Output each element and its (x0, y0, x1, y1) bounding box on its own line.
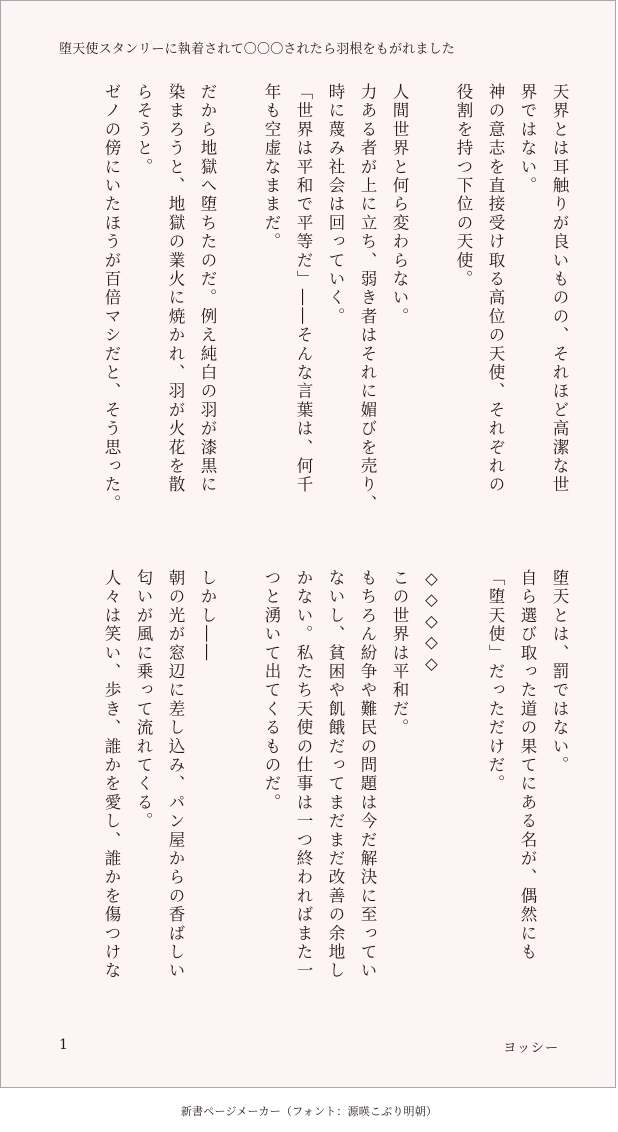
lower-text-block: 堕天とは、罰ではない。 自ら選び取った道の果てにある名が、偶然にも 「堕天使」だっただけだ。 ◇◇◇◇◇ この世界は平和だ。 もちろん紛争や難民の問題は今だ解決に至ってい ないし、貧困や飢餓だってまだまだ改善の余地し かない。私たち天使の仕事は一つ終わればまた一 つと湧いて出てくるものだ。 しかし―― 朝の光が窓辺に差し込み、パン屋からの香ばしい 匂いが風に乗って流れてくる。 人々は笑い、歩き、誰かを愛し、誰かを傷つけな (102, 569, 569, 981)
footer-credit: 新書ページメーカー（フォント：源暎こぶり明朝） (180, 1105, 438, 1118)
page-number: 1 (59, 1037, 68, 1053)
upper-text-block: 天界とは耳触りが良いものの、それほど高潔な世 界ではない。 神の意志を直接受け取る高位の天使、それぞれの 役割を持つ下位の天使。 人間世界と何ら変わらない。 力ある者が上に立ち、弱き者はそれに媚びを売り、 時に蔑み社会は回っていく。 「世界は平和で平等だ」――そんな言葉は、何千 年も空虚なままだ。 だから地獄へ堕ちたのだ。例え純白の羽が漆黒に 染まろうと、地獄の業火に焼かれ、羽が火花を散 らそうと。 ゼノの傍にいたほうが百倍マシだと、そう思った。 (102, 83, 569, 514)
author-name: ヨッシー (503, 1041, 559, 1056)
page-title: 堕天使スタンリーに執着されて〇〇〇されたら羽根をもがれました (59, 42, 456, 57)
